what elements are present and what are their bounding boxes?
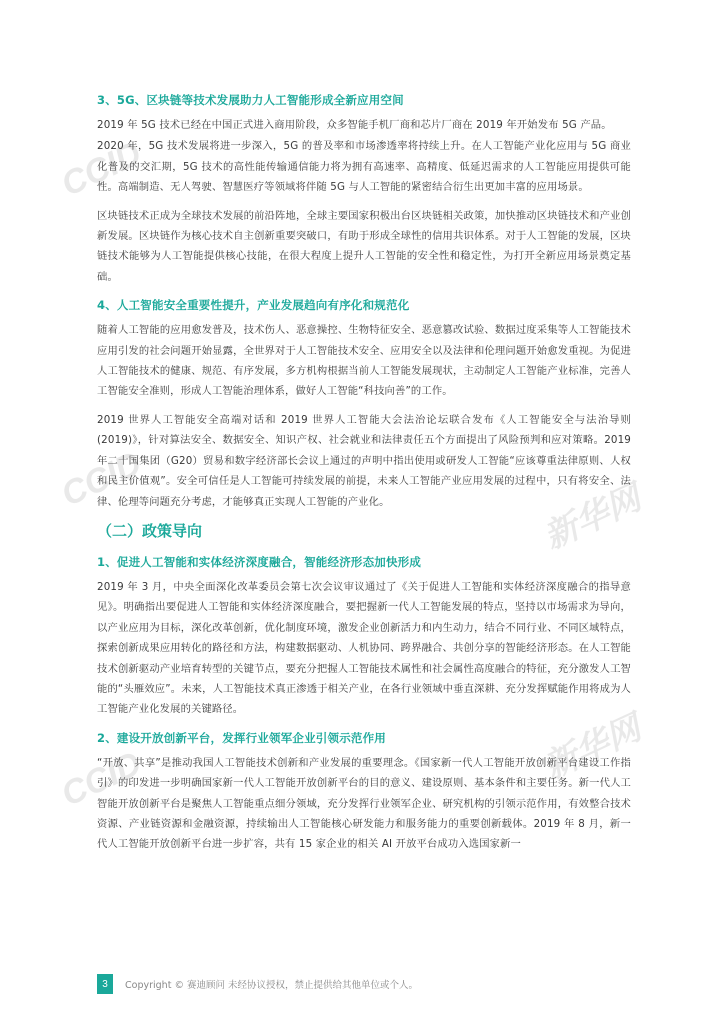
page-number: 3 bbox=[97, 974, 113, 994]
section-heading: 2、建设开放创新平台，发挥行业领军企业引领示范作用 bbox=[97, 730, 386, 745]
ccid-watermark-logo: CCID bbox=[55, 134, 148, 204]
paragraph: 2019 世界人工智能安全高端对话和 2019 世界人工智能大会法治论坛联合发布《人工智能安全与法治导则(2019)》，针对算法安全、数据安全、知识产权、社会就业和法律责任五个方面提出了风险预判和应对策略。2019 年二十国集团（G20）贸易和数字经济部长会议上通过的声明中指出使用或研发人工智能“应该尊重法律原则、人权和民主价值观”。安全可信任是人工智能可持续发展的前提，未来人工智能产业应用发展的过程中，只有将安全、法律、伦理等问题充分考虑，才能够真正实现人工智能的产业化。 bbox=[97, 413, 631, 508]
section-heading: 3、5G、区块链等技术发展助力人工智能形成全新应用空间 bbox=[97, 93, 404, 107]
copyright-text: Copyright © 赛迪顾问 未经协议授权，禁止提供给其他单位或个人。 bbox=[125, 980, 418, 991]
ccid-watermark-logo: CCID bbox=[55, 744, 148, 814]
page-footer bbox=[97, 973, 418, 995]
section-5g-blockchain bbox=[97, 90, 631, 287]
paragraph: 2019 年 3 月，中央全面深化改革委员会第七次会议审议通过了《关于促进人工智能和实体经济深度融合的指导意见》。明确指出要促进人工智能和实体经济深度融合，要把握新一代人工智能发展的特点，坚持以市场需求为导向，以产业应用为目标，深化改革创新，优化制度环境，激发企业创新活力和内生动力，结合不同行业、不同区域特点，探索创新成果应用转化的路径和方法，构建数据驱动、人机协同、跨界融合、共创分享的智能经济形态。在人工智能技术创新驱动产业培育转型的关键节点，要充分把握人工智能技术属性和社会属性高度融合的特征，充分激发人工智能的“头雁效应”。未来，人工智能技术真正渗透于相关产业，在各行业领域中垂直深耕、充分发挥赋能作用将成为人工智能产业化发展的关键路径。 bbox=[97, 580, 631, 716]
xinhua-watermark-logo: 新华网 bbox=[538, 478, 647, 557]
paragraph: “开放、共享”是推动我国人工智能技术创新和产业发展的重要理念。《国家新一代人工智能开放创新平台建设工作指引》的印发进一步明确国家新一代人工智能开放创新平台的目的意义、建设原则、基本条件和主要任务。新一代人工智能开放创新平台是聚焦人工智能重点细分领域，充分发挥行业领军企业、研究机构的引领示范作用，有效整合技术资源、产业链资源和金融资源，持续输出人工智能核心研发能力和服务能力的重要创新载体。2019 年 8 月，新一代人工智能开放创新平台进一步扩容，共有 15 家企业的相关 AI 开放平台成功入选国家新一 bbox=[97, 756, 631, 851]
section-ai-safety bbox=[97, 295, 631, 512]
section-heading: 1、促进人工智能和实体经济深度融合，智能经济形态加快形成 bbox=[97, 554, 422, 569]
main-content bbox=[97, 90, 631, 863]
policy-section-title: （二）政策导向 bbox=[97, 521, 203, 540]
paragraph: 随着人工智能的应用愈发普及，技术伤人、恶意操控、生物特征安全、恶意篡改试验、数据过度采集等人工智能技术应用引发的社会问题开始显露，全世界对于人工智能技术安全、应用安全以及法律和伦理问题开始愈发重视。为促进人工智能技术的健康、规范、有序发展，多方机构根据当前人工智能发展现状，主动制定人工智能产业标准，完善人工智能安全准则，形成人工智能治理体系，做好人工智能“科技向善”的工作。 bbox=[97, 324, 631, 398]
paragraph: 2020 年，5G 技术发展将进一步深入，5G 的普及率和市场渗透率将持续上升。在人工智能产业化应用与 5G 商业化普及的交汇期，5G 技术的高性能传输通信能力将为拥有高速率、高精度、低延迟需求的人工智能应用提供可能性。高端制造、无人驾驶、智慧医疗等领域将伴随 5G 与人工智能的紧密结合衍生出更加丰富的应用场景。 bbox=[97, 140, 631, 194]
paragraph: 区块链技术正成为全球技术发展的前沿阵地，全球主要国家积极出台区块链相关政策，加快推动区块链技术和产业创新发展。区块链作为核心技术自主创新重要突破口，有助于形成全球性的信用共识体系。对于人工智能的发展，区块链技术能够为人工智能提供核心技能，在很大程度上提升人工智能的安全性和稳定性，为打开全新应用场景奠定基础。 bbox=[97, 209, 631, 283]
paragraph: 2019 年 5G 技术已经在中国正式进入商用阶段，众多智能手机厂商和芯片厂商在 2019 年开始发布 5G 产品。 bbox=[97, 119, 612, 131]
ccid-watermark-logo: CCID bbox=[55, 444, 148, 514]
section-ai-real-economy bbox=[97, 552, 631, 720]
xinhua-watermark-logo: 新华网 bbox=[538, 708, 647, 787]
section-open-platform bbox=[97, 728, 631, 855]
section-heading: 4、人工智能安全重要性提升，产业发展趋向有序化和规范化 bbox=[97, 298, 410, 313]
